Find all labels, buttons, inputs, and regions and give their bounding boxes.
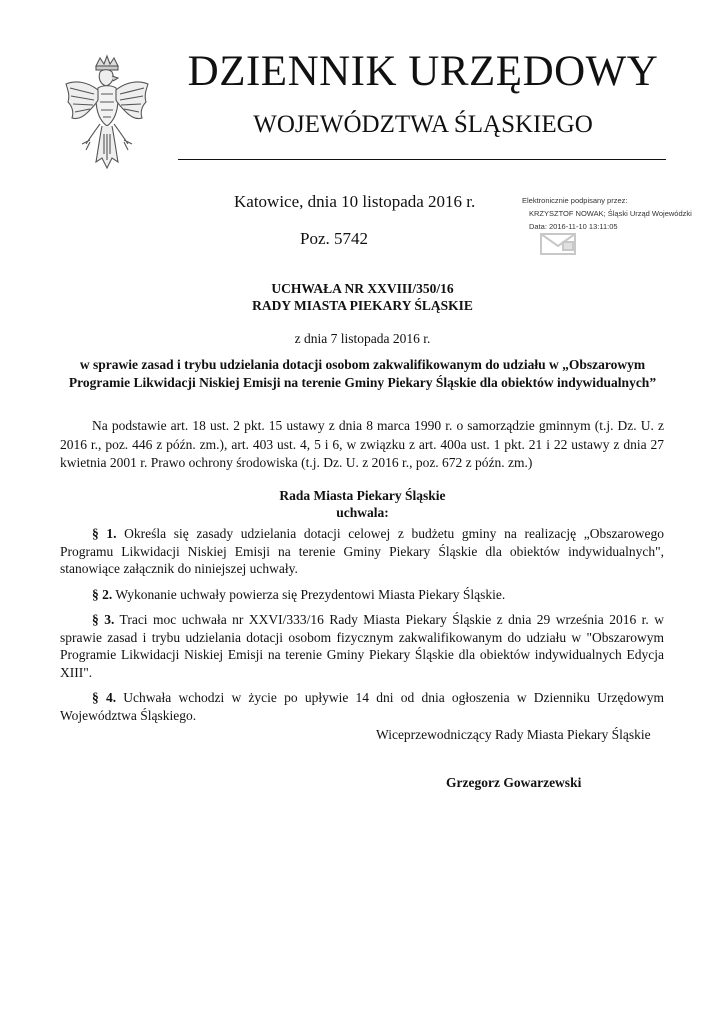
resolution-date: z dnia 7 listopada 2016 r. [294, 331, 431, 346]
paragraph-symbol: § 4. [92, 690, 117, 705]
paragraph-symbol: § 2. [92, 586, 113, 602]
paragraph-text: Określa się zasady udzielania dotacji celowej z budżetu gminy na realizację „Obszarowego Programu Likwidacji Niskiej Emisji na terenie Gminy Piekary Śląskie dla obiektów indywidualnych", stanowiące załącznik do niniejszej uchwały. [60, 526, 665, 576]
journal-title: DZIENNIK URZĘDOWY [187, 48, 659, 95]
paragraph-text: Traci moc uchwała nr XXVI/333/16 Rady Miasta Piekary Śląskie z dnia 29 września 2016 r. w sprawie zasad i trybu udzielania dotacji osobom fizycznym zakwalifikowanym do udziału w "Obszarowym Programie Likwidacji Niskiej Emisji na terenie Gminy Piekary Śląskie dla obiektów indywidualnych Edycja XIII". [60, 612, 665, 680]
journal-subtitle: WOJEWÓDZTWA ŚLĄSKIEGO [253, 111, 593, 138]
signer-role: Wiceprzewodniczący Rady Miasta Piekary Śląskie [376, 727, 651, 742]
signature-watermark-icon [533, 228, 583, 260]
esig-signed-by-label: Elektronicznie podpisany przez: [522, 196, 628, 205]
paragraph-text: Wykonanie uchwały powierza się Prezydentowi Miasta Piekary Śląskie. [112, 586, 506, 602]
eagle-emblem-icon [60, 54, 154, 172]
signer-name: Grzegorz Gowarzewski [446, 775, 582, 790]
legal-basis-paragraph: Na podstawie art. 18 ust. 2 pkt. 15 ustawy z dnia 8 marca 1990 r. o samorządzie gminnym (t.j. Dz. U. z 2016 r., poz. 446 z późn. zm.), art. 403 ust. 4, 5 i 6, w związku z art. 400a ust. 1 pkt. 21 i 22 ustawy z dnia 27 kwietnia 2001 r. Prawo ochrony środowiska (t.j. Dz. U. z 2016 r., poz. 672 z późn. zm.) [60, 418, 664, 470]
paragraph-2 [60, 586, 664, 604]
paragraph-symbol: § 1. [92, 526, 117, 541]
paragraph-symbol: § 3. [92, 612, 115, 627]
paragraph-1 [60, 525, 664, 578]
resolution-council: RADY MIASTA PIEKARY ŚLĄSKIE [252, 298, 473, 313]
resolution-paragraphs [60, 525, 664, 732]
paragraph-4 [60, 689, 664, 724]
publication-place-date: Katowice, dnia 10 listopada 2016 r. [234, 192, 476, 211]
council-resolves: uchwala: [336, 505, 389, 520]
council-name: Rada Miasta Piekary Śląskie [279, 488, 446, 503]
paragraph-3 [60, 611, 664, 681]
resolution-subject: w sprawie zasad i trybu udzielania dotacji osobom zakwalifikowanym do udziału w „Obszarowym Programie Likwidacji Niskiej Emisji na terenie Gminy Piekary Śląskie dla obiektów indywidualnych” [68, 357, 657, 390]
council-heading [60, 487, 665, 521]
esig-signer: KRZYSZTOF NOWAK; Śląski Urząd Wojewódzki [529, 209, 692, 218]
resolution-number: UCHWAŁA NR XXVIII/350/16 [271, 281, 454, 296]
publication-position: Poz. 5742 [300, 229, 368, 248]
esig-date: Data: 2016-11-10 13:11:05 [529, 222, 618, 231]
masthead-divider [178, 159, 666, 160]
paragraph-text: Uchwała wchodzi w życie po upływie 14 dni od dnia ogłoszenia w Dzienniku Urzędowym Województwa Śląskiego. [60, 690, 664, 723]
